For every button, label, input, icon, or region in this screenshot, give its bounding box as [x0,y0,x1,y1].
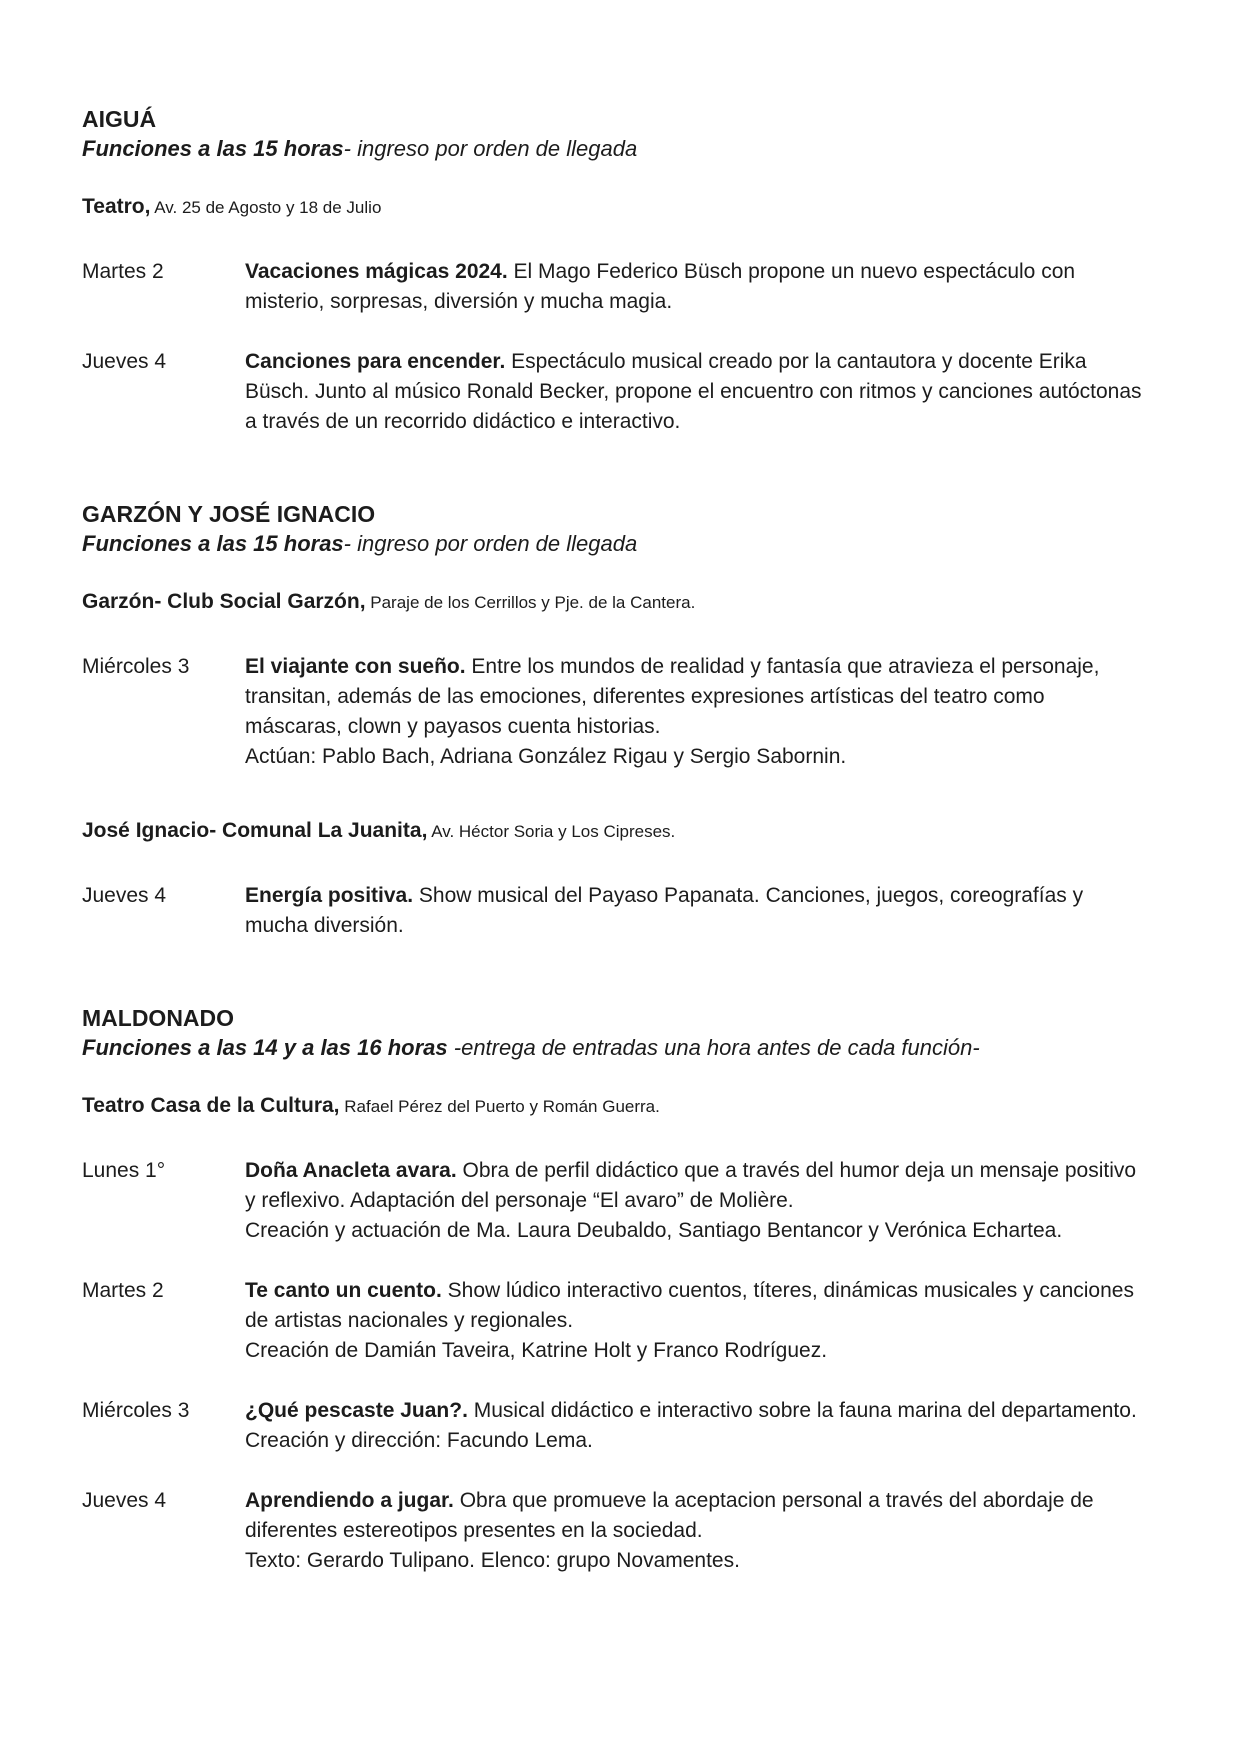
event-day: Jueves 4 [82,350,167,373]
event-description [245,1396,1145,1456]
event-day: Miércoles 3 [82,655,190,678]
event-text: Show musical del Payaso Papanata. Canciones, juegos, coreografías y mucha diversión. [245,884,1084,937]
event-day: Jueves 4 [82,1489,167,1512]
event-text: Obra que promueve la aceptacion personal a través del abordaje de diferentes estereotipos presentes en la sociedad. [245,1489,1094,1542]
event-description [245,652,1145,772]
venue-address: Av. Héctor Soria y Los Cipreses. [427,822,676,841]
venue-block [82,1091,1147,1576]
schedule-time: Funciones a las 15 horas [82,136,344,161]
city-heading: MALDONADO [82,1005,235,1031]
event-row [82,1276,1147,1366]
venue-block [82,816,1147,941]
event-description [245,257,1145,317]
event-description [245,347,1145,437]
event-title: Canciones para encender. [245,350,506,373]
event-row [82,257,1147,317]
section-maldonado [82,1003,1147,1576]
event-description [245,881,1145,941]
venue-address: Paraje de los Cerrillos y Pje. de la Cantera. [365,593,696,612]
event-credits: Creación y actuación de Ma. Laura Deubaldo, Santiago Bentancor y Verónica Echartea. [245,1219,1063,1242]
event-row [82,1396,1147,1456]
venue-name: Teatro, [82,195,151,218]
event-title: ¿Qué pescaste Juan?. [245,1399,468,1422]
event-credits: Texto: Gerardo Tulipano. Elenco: grupo Novamentes. [245,1549,740,1572]
event-text: Entre los mundos de realidad y fantasía que atravieza el personaje, transitan, además de las emociones, diferentes expresiones artísticas del teatro como máscaras, clown y payasos cuenta historias. [245,655,1100,738]
event-title: Doña Anacleta avara. [245,1159,457,1182]
venue-line [82,816,1147,847]
venue-address: Rafael Pérez del Puerto y Román Guerra. [339,1097,660,1116]
venue-name: Teatro Casa de la Cultura, [82,1094,340,1117]
venue-block [82,587,1147,772]
venue-name: José Ignacio- Comunal La Juanita, [82,819,428,842]
event-day: Miércoles 3 [82,1399,190,1422]
event-row [82,881,1147,941]
event-credits: Actúan: Pablo Bach, Adriana González Rigau y Sergio Sabornin. [245,745,847,768]
section-garzon-jose-ignacio [82,499,1147,941]
schedule-note [82,529,1147,559]
event-day: Martes 2 [82,260,164,283]
schedule-note [82,134,1147,164]
schedule-detail: - ingreso por orden de llegada [343,136,638,161]
event-description [245,1276,1145,1366]
venue-line [82,587,1147,618]
venue-line [82,1091,1147,1122]
event-text: El Mago Federico Büsch propone un nuevo espectáculo con misterio, sorpresas, diversión y mucha magia. [245,260,1076,313]
event-credits: Creación de Damián Taveira, Katrine Holt y Franco Rodríguez. [245,1339,828,1362]
schedule-note [82,1033,1147,1063]
document-content [82,104,1147,1576]
event-title: Energía positiva. [245,884,414,907]
schedule-detail: - ingreso por orden de llegada [343,531,638,556]
schedule-detail: -entrega de entradas una hora antes de cada función- [447,1035,980,1060]
event-text: Musical didáctico e interactivo sobre la fauna marina del departamento. Creación y dirección: Facundo Lema. [245,1399,1137,1452]
event-row [82,1486,1147,1576]
event-row [82,347,1147,437]
event-row [82,652,1147,772]
event-title: Aprendiendo a jugar. [245,1489,454,1512]
event-title: Vacaciones mágicas 2024. [245,260,508,283]
section-aigua [82,104,1147,437]
event-day: Lunes 1° [82,1159,166,1182]
event-row [82,1156,1147,1246]
venue-name: Garzón- Club Social Garzón, [82,590,366,613]
schedule-time: Funciones a las 14 y a las 16 horas [82,1035,448,1060]
event-text: Show lúdico interactivo cuentos, títeres, dinámicas musicales y canciones de artistas nacionales y regionales. [245,1279,1134,1332]
event-text: Obra de perfil didáctico que a través del humor deja un mensaje positivo y reflexivo. Adaptación del personaje “El avaro” de Molière. [245,1159,1137,1212]
venue-line [82,192,1147,223]
city-heading: AIGUÁ [82,106,157,132]
event-text: Espectáculo musical creado por la cantautora y docente Erika Büsch. Junto al músico Ronald Becker, propone el encuentro con ritmos y canciones autóctonas a través de un recorrido didáctico e interactivo. [245,350,1142,433]
event-description [245,1156,1145,1246]
event-title: Te canto un cuento. [245,1279,442,1302]
event-description [245,1486,1145,1576]
event-day: Jueves 4 [82,884,167,907]
venue-address: Av. 25 de Agosto y 18 de Julio [150,198,382,217]
venue-block [82,192,1147,437]
city-heading: GARZÓN Y JOSÉ IGNACIO [82,501,376,527]
schedule-time: Funciones a las 15 horas [82,531,344,556]
event-title: El viajante con sueño. [245,655,466,678]
event-day: Martes 2 [82,1279,164,1302]
